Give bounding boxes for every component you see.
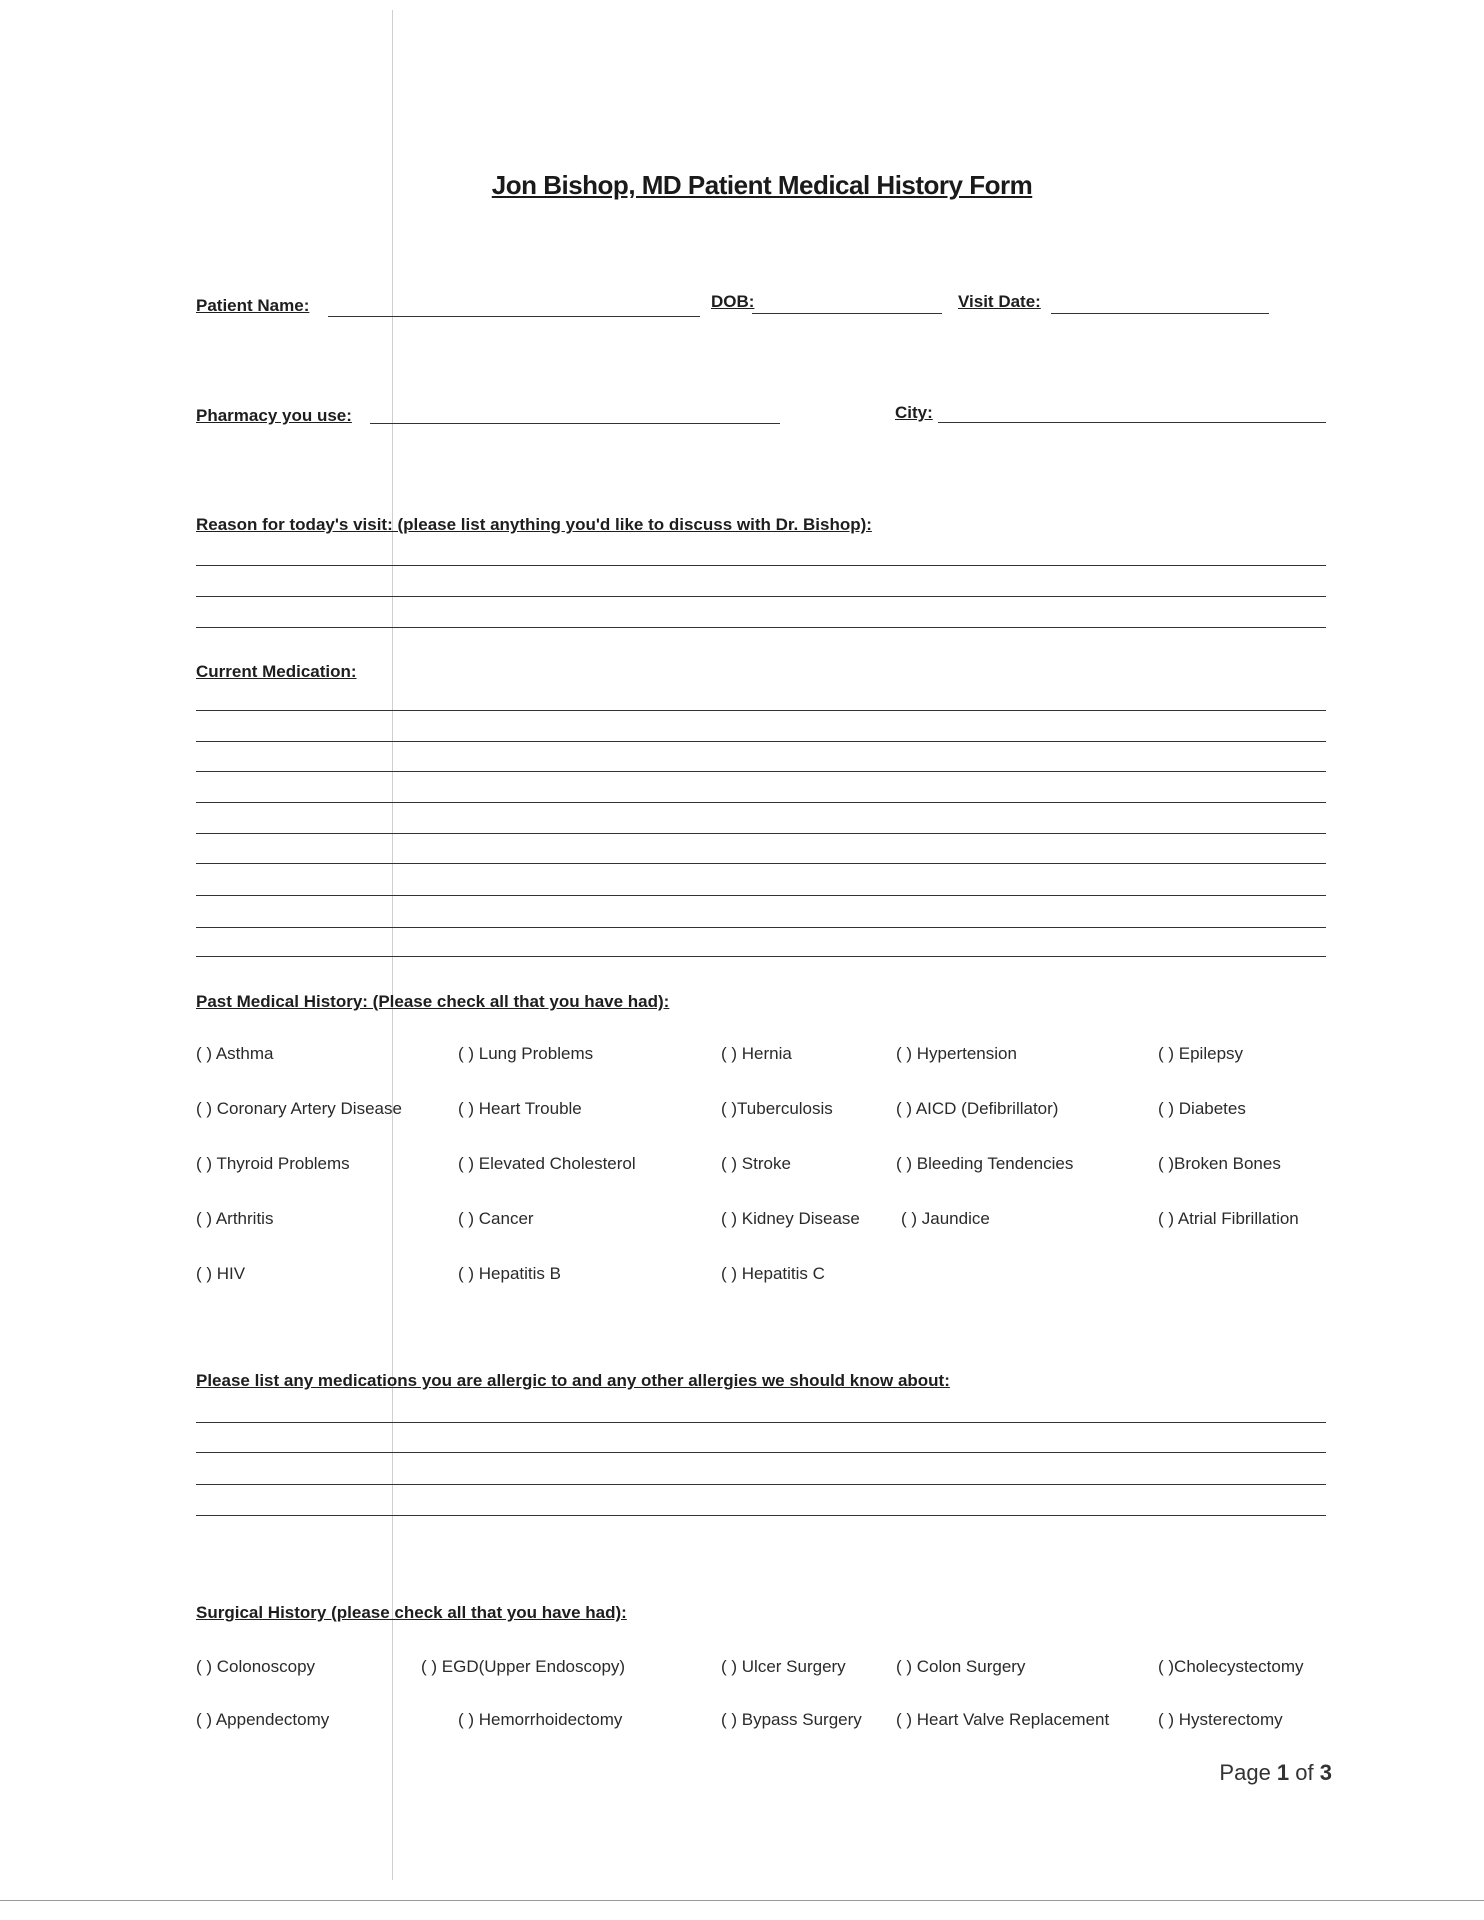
medical-history-checkbox-item[interactable]: ( ) Coronary Artery Disease xyxy=(196,1099,402,1118)
scan-artifact-line xyxy=(392,10,393,1880)
medication-line[interactable] xyxy=(196,927,1326,928)
allergy-heading: Please list any medications you are allergic to and any other allergies we should know about: xyxy=(196,1371,950,1390)
medical-history-checkbox-item[interactable]: ( )Broken Bones xyxy=(1158,1154,1281,1173)
surgical-history-checkbox-item[interactable]: ( ) Hysterectomy xyxy=(1158,1710,1283,1729)
medical-history-checkbox-item[interactable]: ( ) Thyroid Problems xyxy=(196,1154,350,1173)
medical-history-checkbox-item[interactable]: ( ) Hernia xyxy=(721,1044,792,1063)
patient-name-label: Patient Name: xyxy=(196,296,310,315)
visit-date-label: Visit Date: xyxy=(958,292,1041,311)
surgical-history-checkbox-item[interactable]: ( ) Heart Valve Replacement xyxy=(896,1710,1110,1729)
surgical-history-heading: Surgical History (please check all that you have had): xyxy=(196,1603,627,1622)
patient-name-field[interactable] xyxy=(328,316,700,317)
page-of: of xyxy=(1289,1760,1320,1785)
medical-history-checkbox-item[interactable]: ( ) Kidney Disease xyxy=(721,1209,860,1228)
form-title: Jon Bishop, MD Patient Medical History Form xyxy=(491,170,1033,200)
medical-history-checkbox-item[interactable]: ( ) Elevated Cholesterol xyxy=(458,1154,636,1173)
reason-heading: Reason for today's visit: (please list anything you'd like to discuss with Dr. Bishop): xyxy=(196,515,872,534)
dob-label: DOB: xyxy=(711,292,755,311)
page-bottom-edge xyxy=(0,1900,1484,1901)
reason-line[interactable] xyxy=(196,627,1326,628)
medical-history-checkbox-item[interactable]: ( ) Epilepsy xyxy=(1158,1044,1244,1063)
medical-history-checkbox-item[interactable]: ( ) Lung Problems xyxy=(458,1044,594,1063)
medical-history-checkbox-item[interactable]: ( ) Hepatitis C xyxy=(721,1264,825,1283)
surgical-history-checkbox-item[interactable]: ( ) Ulcer Surgery xyxy=(721,1657,846,1676)
medical-history-checkbox-item[interactable]: ( ) Asthma xyxy=(196,1044,274,1063)
page-prefix: Page xyxy=(1219,1760,1277,1785)
surgical-history-checkbox-item[interactable]: ( )Cholecystectomy xyxy=(1158,1657,1304,1676)
pharmacy-label: Pharmacy you use: xyxy=(196,406,352,425)
medical-history-checkbox-item[interactable]: ( ) Heart Trouble xyxy=(458,1099,582,1118)
medication-line[interactable] xyxy=(196,833,1326,834)
medication-line[interactable] xyxy=(196,802,1326,803)
visit-date-field[interactable] xyxy=(1051,313,1269,314)
medical-history-checkbox-item[interactable]: ( ) HIV xyxy=(196,1264,246,1283)
medical-history-checkbox-item[interactable]: ( ) Atrial Fibrillation xyxy=(1158,1209,1299,1228)
surgical-history-checkbox-item[interactable]: ( ) Colon Surgery xyxy=(896,1657,1026,1676)
medical-history-checkbox-item[interactable]: ( ) Diabetes xyxy=(1158,1099,1246,1118)
reason-line[interactable] xyxy=(196,565,1326,566)
surgical-history-checkbox-item[interactable]: ( ) EGD(Upper Endoscopy) xyxy=(421,1657,626,1676)
surgical-history-checkbox-item[interactable]: ( ) Hemorrhoidectomy xyxy=(458,1710,623,1729)
city-label: City: xyxy=(895,403,933,422)
medication-line[interactable] xyxy=(196,895,1326,896)
allergy-line[interactable] xyxy=(196,1452,1326,1453)
medical-history-checkbox-item[interactable]: ( ) Bleeding Tendencies xyxy=(896,1154,1074,1173)
medical-history-checkbox-item[interactable]: ( ) AICD (Defibrillator) xyxy=(896,1099,1059,1118)
medical-history-checkbox-item[interactable]: ( ) Jaundice xyxy=(901,1209,990,1228)
surgical-history-checkbox-item[interactable]: ( ) Colonoscopy xyxy=(196,1657,316,1676)
medication-line[interactable] xyxy=(196,771,1326,772)
surgical-history-checkbox-item[interactable]: ( ) Appendectomy xyxy=(196,1710,330,1729)
allergy-line[interactable] xyxy=(196,1515,1326,1516)
medical-history-checkbox-item[interactable]: ( ) Cancer xyxy=(458,1209,534,1228)
medical-history-checkbox-item[interactable]: ( )Tuberculosis xyxy=(721,1099,833,1118)
medical-history-checkbox-item[interactable]: ( ) Hepatitis B xyxy=(458,1264,561,1283)
medical-history-checkbox-item[interactable]: ( ) Arthritis xyxy=(196,1209,274,1228)
medical-history-checkbox-item[interactable]: ( ) Hypertension xyxy=(896,1044,1017,1063)
medication-line[interactable] xyxy=(196,710,1326,711)
past-medical-history-heading: Past Medical History: (Please check all that you have had): xyxy=(196,992,670,1011)
page-number xyxy=(1219,1760,1332,1786)
page-current: 1 xyxy=(1276,1760,1290,1785)
reason-line[interactable] xyxy=(196,596,1326,597)
pharmacy-field[interactable] xyxy=(370,423,780,424)
medication-line[interactable] xyxy=(196,863,1326,864)
allergy-line[interactable] xyxy=(196,1484,1326,1485)
medication-heading: Current Medication: xyxy=(196,662,357,681)
allergy-line[interactable] xyxy=(196,1422,1326,1423)
surgical-history-checkbox-item[interactable]: ( ) Bypass Surgery xyxy=(721,1710,862,1729)
medication-line[interactable] xyxy=(196,956,1326,957)
city-field[interactable] xyxy=(938,422,1326,423)
dob-field[interactable] xyxy=(752,313,942,314)
medication-line[interactable] xyxy=(196,741,1326,742)
medical-history-checkbox-item[interactable]: ( ) Stroke xyxy=(721,1154,791,1173)
page-total: 3 xyxy=(1319,1760,1332,1785)
